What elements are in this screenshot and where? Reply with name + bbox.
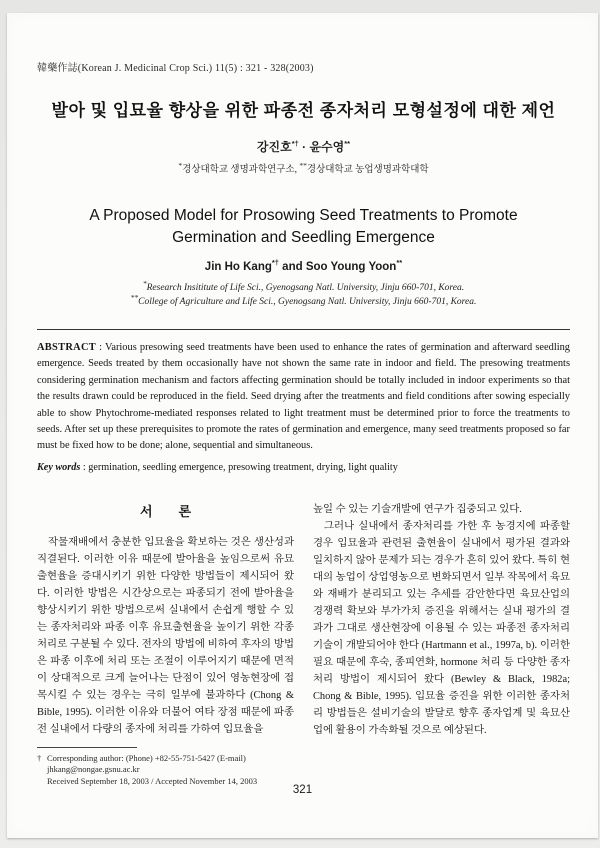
footnote-received-accepted: Received September 18, 2003 / Accepted November 14, 2003: [47, 775, 258, 786]
english-affiliations: [37, 278, 570, 309]
footnote-body: [37, 753, 317, 788]
abstract-paragraph: [37, 340, 570, 455]
abstract-label: ABSTRACT: [37, 342, 96, 353]
korean-affiliation-1-marker: *: [178, 160, 183, 170]
footnote-separator-rule: [37, 747, 137, 748]
introduction-paragraph-2: 그러나 실내에서 종자처리를 가한 후 농경지에 파종할 경우 입묘율과 관련된 출현율이 실내에서 평가된 결과와 일치하지 않아 문제가 되는 경우가 흔히 있어 왔다. 특히 현대의 농업이 상업영농으로 변화되면서 일부 작목에서 육묘와 재배가 분리되고 있는 추세를 감안한다면 육묘산업의 경쟁력 확보와 부가가치 증진을 위해서는 실내 평가의 결과가 그대로 생산현장에 이용될 수 있는 파종전 종자처리 기술이 개발되어야 한다 (Hartmann et al., 1997a, b). 이러한 필요 때문에 후숙, 종피연화, hormone 처리 등 다양한 종자처리 방법이 제시되어 왔다 (Bewley & Black, 1982a; Chong & Bible, 1995). 입묘율 증진을 위한 이러한 종자처리 방법들은 설비기술의 발달로 향후 종자업계 및 육묘산업에 활용이 가속화될 것으로 예상된다.: [313, 520, 570, 736]
journal-citation-header: 韓藥作誌(Korean J. Medicinal Crop Sci.) 11(5) : 321 - 328(2003): [37, 63, 314, 74]
english-article-title: A Proposed Model for Prosowing Seed Treatments to Promote Germination and Seedling Emergence: [89, 207, 518, 246]
keywords-separator: :: [80, 461, 89, 473]
english-affiliation-1-text: Research Insititute of Life Sci., Gyenogsang Natl. University, Jinju 660-701, Korea.: [146, 283, 465, 293]
korean-affiliation-2: 경상대학교 농업생명과학대학: [306, 165, 429, 175]
english-author-2-superscript: **: [396, 258, 403, 268]
english-affiliation-2-text: College of Agriculture and Life Sci., Gyenogsang Natl. University, Jinju 660-701, Korea.: [138, 297, 477, 307]
korean-article-title: 발아 및 입묘율 향상을 위한 파종전 종자처리 모형설정에 대한 제언: [51, 101, 556, 120]
abstract-separator: :: [96, 342, 105, 353]
korean-author-2: 윤수영: [309, 140, 345, 154]
footnote-dagger-marker: †: [37, 752, 42, 763]
keywords-list: germination, seedling emergence, presowing treatment, drying, light quality: [88, 461, 398, 473]
two-column-body: [37, 501, 570, 739]
english-authors: [37, 258, 570, 273]
english-author-connector: and: [278, 261, 306, 273]
page-content: [37, 59, 570, 818]
page-number: 321: [292, 784, 313, 796]
korean-affiliations: [37, 161, 570, 175]
english-affiliation-1: [37, 278, 570, 295]
korean-author-1-superscript: *†: [291, 139, 299, 148]
introduction-paragraph-continuation: 높일 수 있는 기술개발에 연구가 집중되고 있다.: [313, 503, 522, 515]
abstract-top-rule: [37, 329, 570, 330]
korean-author-2-superscript: **: [344, 139, 351, 148]
english-affiliation-2-marker: **: [130, 292, 139, 302]
english-author-1: Jin Ho Kang: [204, 261, 272, 273]
introduction-heading: 서 론: [139, 503, 192, 519]
introduction-paragraph-left: 작물재배에서 충분한 입묘율을 확보하는 것은 생산성과 직결된다. 이러한 이유 때문에 발아율을 높임으로써 유묘 출현율을 증대시키기 위한 다양한 방법들이 제시되어 왔다. 이러한 방법은 시간상으로는 파종되기 전에 발아율을 향상시키기 위한 방법으로써 실내에서 손쉽게 행할 수 있는 종자처리와 파종 이후 유묘출현율을 높이기 위한 각종 처리로 구분될 수 있다. 전자의 방법에 비하여 후자의 방법은 파종 이후에 처리 또는 조절이 이루어지기 때문에 면적이 상대적으로 크게 늘어나는 단점이 있어 영농현장에 접목시킬 수 있는 경우는 극히 일부에 불과하다 (Chong & Bible, 1995). 이러한 이유와 더불어 여타 장점 때문에 파종전 실내에서 다량의 종자에 처리를 가하여 입묘율을: [37, 536, 294, 735]
korean-author-connector: ·: [298, 140, 310, 154]
abstract-text: Various presowing seed treatments have been used to enhance the rates of germination and afterward seedling emergence. Seeds treated by them occasionally have not shown the same rate in indoor and field. The presowing treatments considering germination mechanism and factors affecting germination should be totally included in indoor experiments so that the results drawn could be reproduced in the field. Seed drying after the treatments and field conditions after sowing especially able to show Phytochrome-mediated responses related to light treatment must be determined prior to force the treatments to seeds. After set up these prerequisites to promote the rates of germination and emergence, many seed treatments proposed so far must be fixed how to be done; alone, sequential and simultaneous.: [37, 342, 570, 452]
korean-affiliation-2-marker: **: [299, 160, 307, 170]
paper-sheet: [7, 13, 598, 838]
footnote-corresponding-author: Corresponding author: (Phone) +82-55-751-5427 (E-mail) jhkang@nongae.gsnu.ac.kr: [47, 752, 246, 775]
english-affiliation-2: [37, 292, 570, 309]
keywords-line: [37, 460, 570, 475]
keywords-label: Key words: [37, 461, 81, 473]
footnote-block: [37, 747, 317, 788]
korean-author-1: 강진호: [256, 140, 292, 154]
right-column: [313, 501, 570, 739]
korean-affiliation-1: 경상대학교 생명과학연구소,: [182, 165, 300, 175]
left-column: [37, 501, 294, 739]
footnote-lines: [47, 753, 317, 788]
korean-authors: [37, 138, 570, 155]
english-author-1-superscript: *†: [271, 258, 279, 268]
english-author-2: Soo Young Yoon: [305, 261, 397, 273]
english-affiliation-1-marker: *: [142, 278, 147, 288]
